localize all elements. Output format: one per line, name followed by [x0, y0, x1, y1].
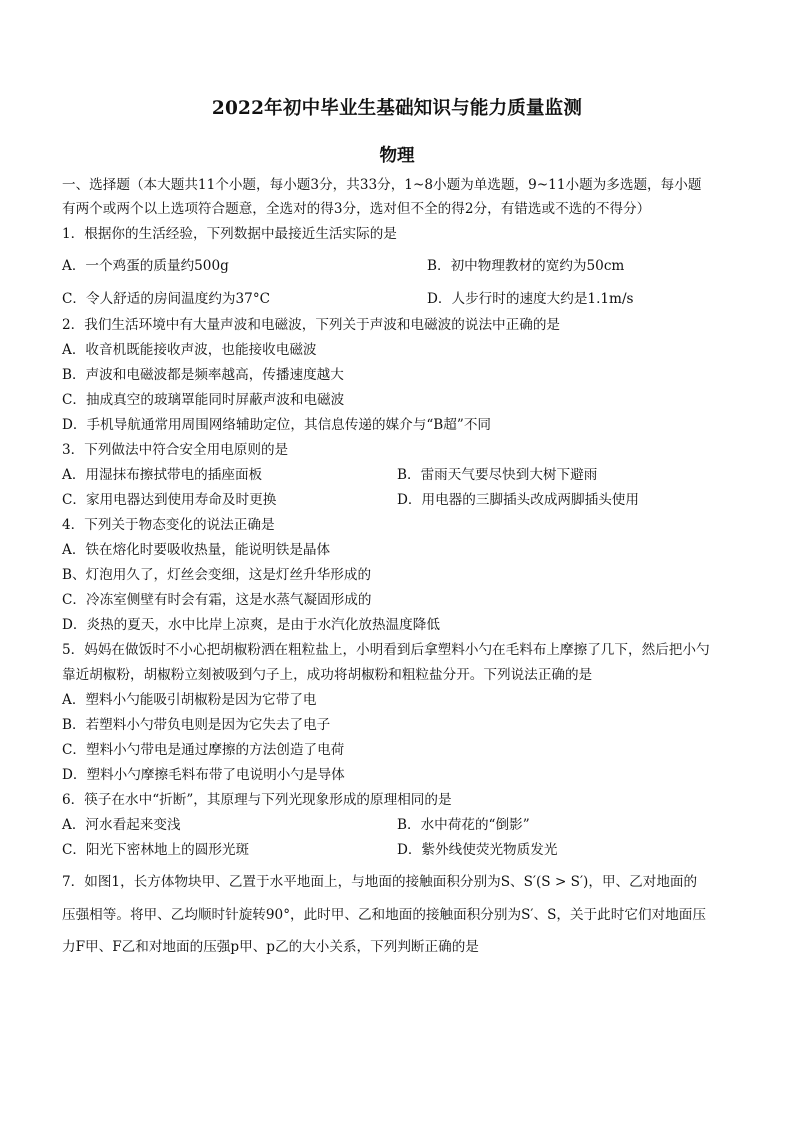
question-1-option-c: C．令人舒适的房间温度约为37°C: [62, 291, 271, 307]
question-1-option-a: A．一个鸡蛋的质量约500g: [62, 258, 229, 274]
question-1-stem: 1．根据你的生活经验，下列数据中最接近生活实际的是: [62, 226, 397, 242]
question-5-option-a: A．塑料小勺能吸引胡椒粉是因为它带了电: [62, 692, 317, 708]
question-7-stem-line2: 压强相等。将甲、乙均顺时针旋转90°，此时甲、乙和地面的接触面积分别为S′、S，关于此时它们对地面压: [62, 907, 706, 923]
question-6-stem: 6．筷子在水中“折断”，其原理与下列光现象形成的原理相同的是: [62, 792, 452, 808]
question-4-stem: 4．下列关于物态变化的说法正确是: [62, 517, 275, 533]
section-instructions-line2: 有两个或两个以上选项符合题意，全选对的得3分，选对但不全的得2分，有错选或不选的不得分）: [62, 201, 651, 217]
section-instructions-line1: 一、选择题（本大题共11个小题，每小题3分，共33分，1~8小题为单选题，9~11小题为多选题，每小题: [62, 177, 702, 193]
question-2-option-a: A．收音机既能接收声波，也能接收电磁波: [62, 342, 317, 358]
question-2-stem: 2．我们生活环境中有大量声波和电磁波，下列关于声波和电磁波的说法中正确的是: [62, 317, 561, 333]
question-6-option-a: A．河水看起来变浅: [62, 817, 181, 833]
page-title: 2022年初中毕业生基础知识与能力质量监测: [211, 98, 583, 119]
question-3-option-a: A．用湿抹布擦拭带电的插座面板: [62, 467, 263, 483]
question-1-option-d: D．人步行时的速度大约是1.1m/s: [427, 291, 634, 307]
question-7-stem-line3: 力F甲、F乙和对地面的压强p甲、p乙的大小关系，下列判断正确的是: [62, 939, 479, 955]
question-4-option-d: D．炎热的夏天，水中比岸上凉爽，是由于水汽化放热温度降低: [62, 617, 440, 633]
question-2-option-b: B．声波和电磁波都是频率越高，传播速度越大: [62, 367, 344, 383]
question-5-option-d: D．塑料小勺摩擦毛料布带了电说明小勺是导体: [62, 767, 345, 783]
question-3-option-b: B．雷雨天气要尽快到大树下避雨: [397, 467, 598, 483]
question-4-option-a: A．铁在熔化时要吸收热量，能说明铁是晶体: [62, 542, 331, 558]
question-4-option-c: C．冷冻室侧壁有时会有霜，这是水蒸气凝固形成的: [62, 592, 372, 608]
question-3-option-c: C．家用电器达到使用寿命及时更换: [62, 492, 277, 508]
question-5-option-c: C．塑料小勺带电是通过摩擦的方法创造了电荷: [62, 742, 345, 758]
question-6-option-d: D．紫外线使荧光物质发光: [397, 842, 558, 858]
question-5-stem-line1: 5．妈妈在做饭时不小心把胡椒粉洒在粗粒盐上，小明看到后拿塑料小勺在毛料布上摩擦了几下，然后把小勺: [62, 642, 710, 658]
subject-heading: 物理: [379, 146, 415, 166]
question-2-option-c: C．抽成真空的玻璃罩能同时屏蔽声波和电磁波: [62, 392, 345, 408]
question-3-stem: 3．下列做法中符合安全用电原则的是: [62, 442, 289, 458]
question-7-stem-line1: 7．如图1，长方体物块甲、乙置于水平地面上，与地面的接触面积分别为S、S′(S > S′)，甲、乙对地面的: [62, 874, 698, 890]
question-1-option-b: B．初中物理教材的宽约为50cm: [427, 258, 625, 274]
question-6-option-c: C．阳光下密林地上的圆形光斑: [62, 842, 250, 858]
question-2-option-d: D．手机导航通常用周围网络辅助定位，其信息传递的媒介与“B超”不同: [62, 417, 492, 433]
question-6-option-b: B．水中荷花的“倒影”: [397, 817, 530, 833]
question-3-option-d: D．用电器的三脚插头改成两脚插头使用: [397, 492, 639, 508]
question-4-option-b: B、灯泡用久了，灯丝会变细，这是灯丝升华形成的: [62, 567, 372, 583]
question-5-stem-line2: 靠近胡椒粉，胡椒粉立刻被吸到勺子上，成功将胡椒粉和粗粒盐分开。下列说法正确的是: [62, 667, 593, 683]
question-5-option-b: B．若塑料小勺带负电则是因为它失去了电子: [62, 717, 331, 733]
